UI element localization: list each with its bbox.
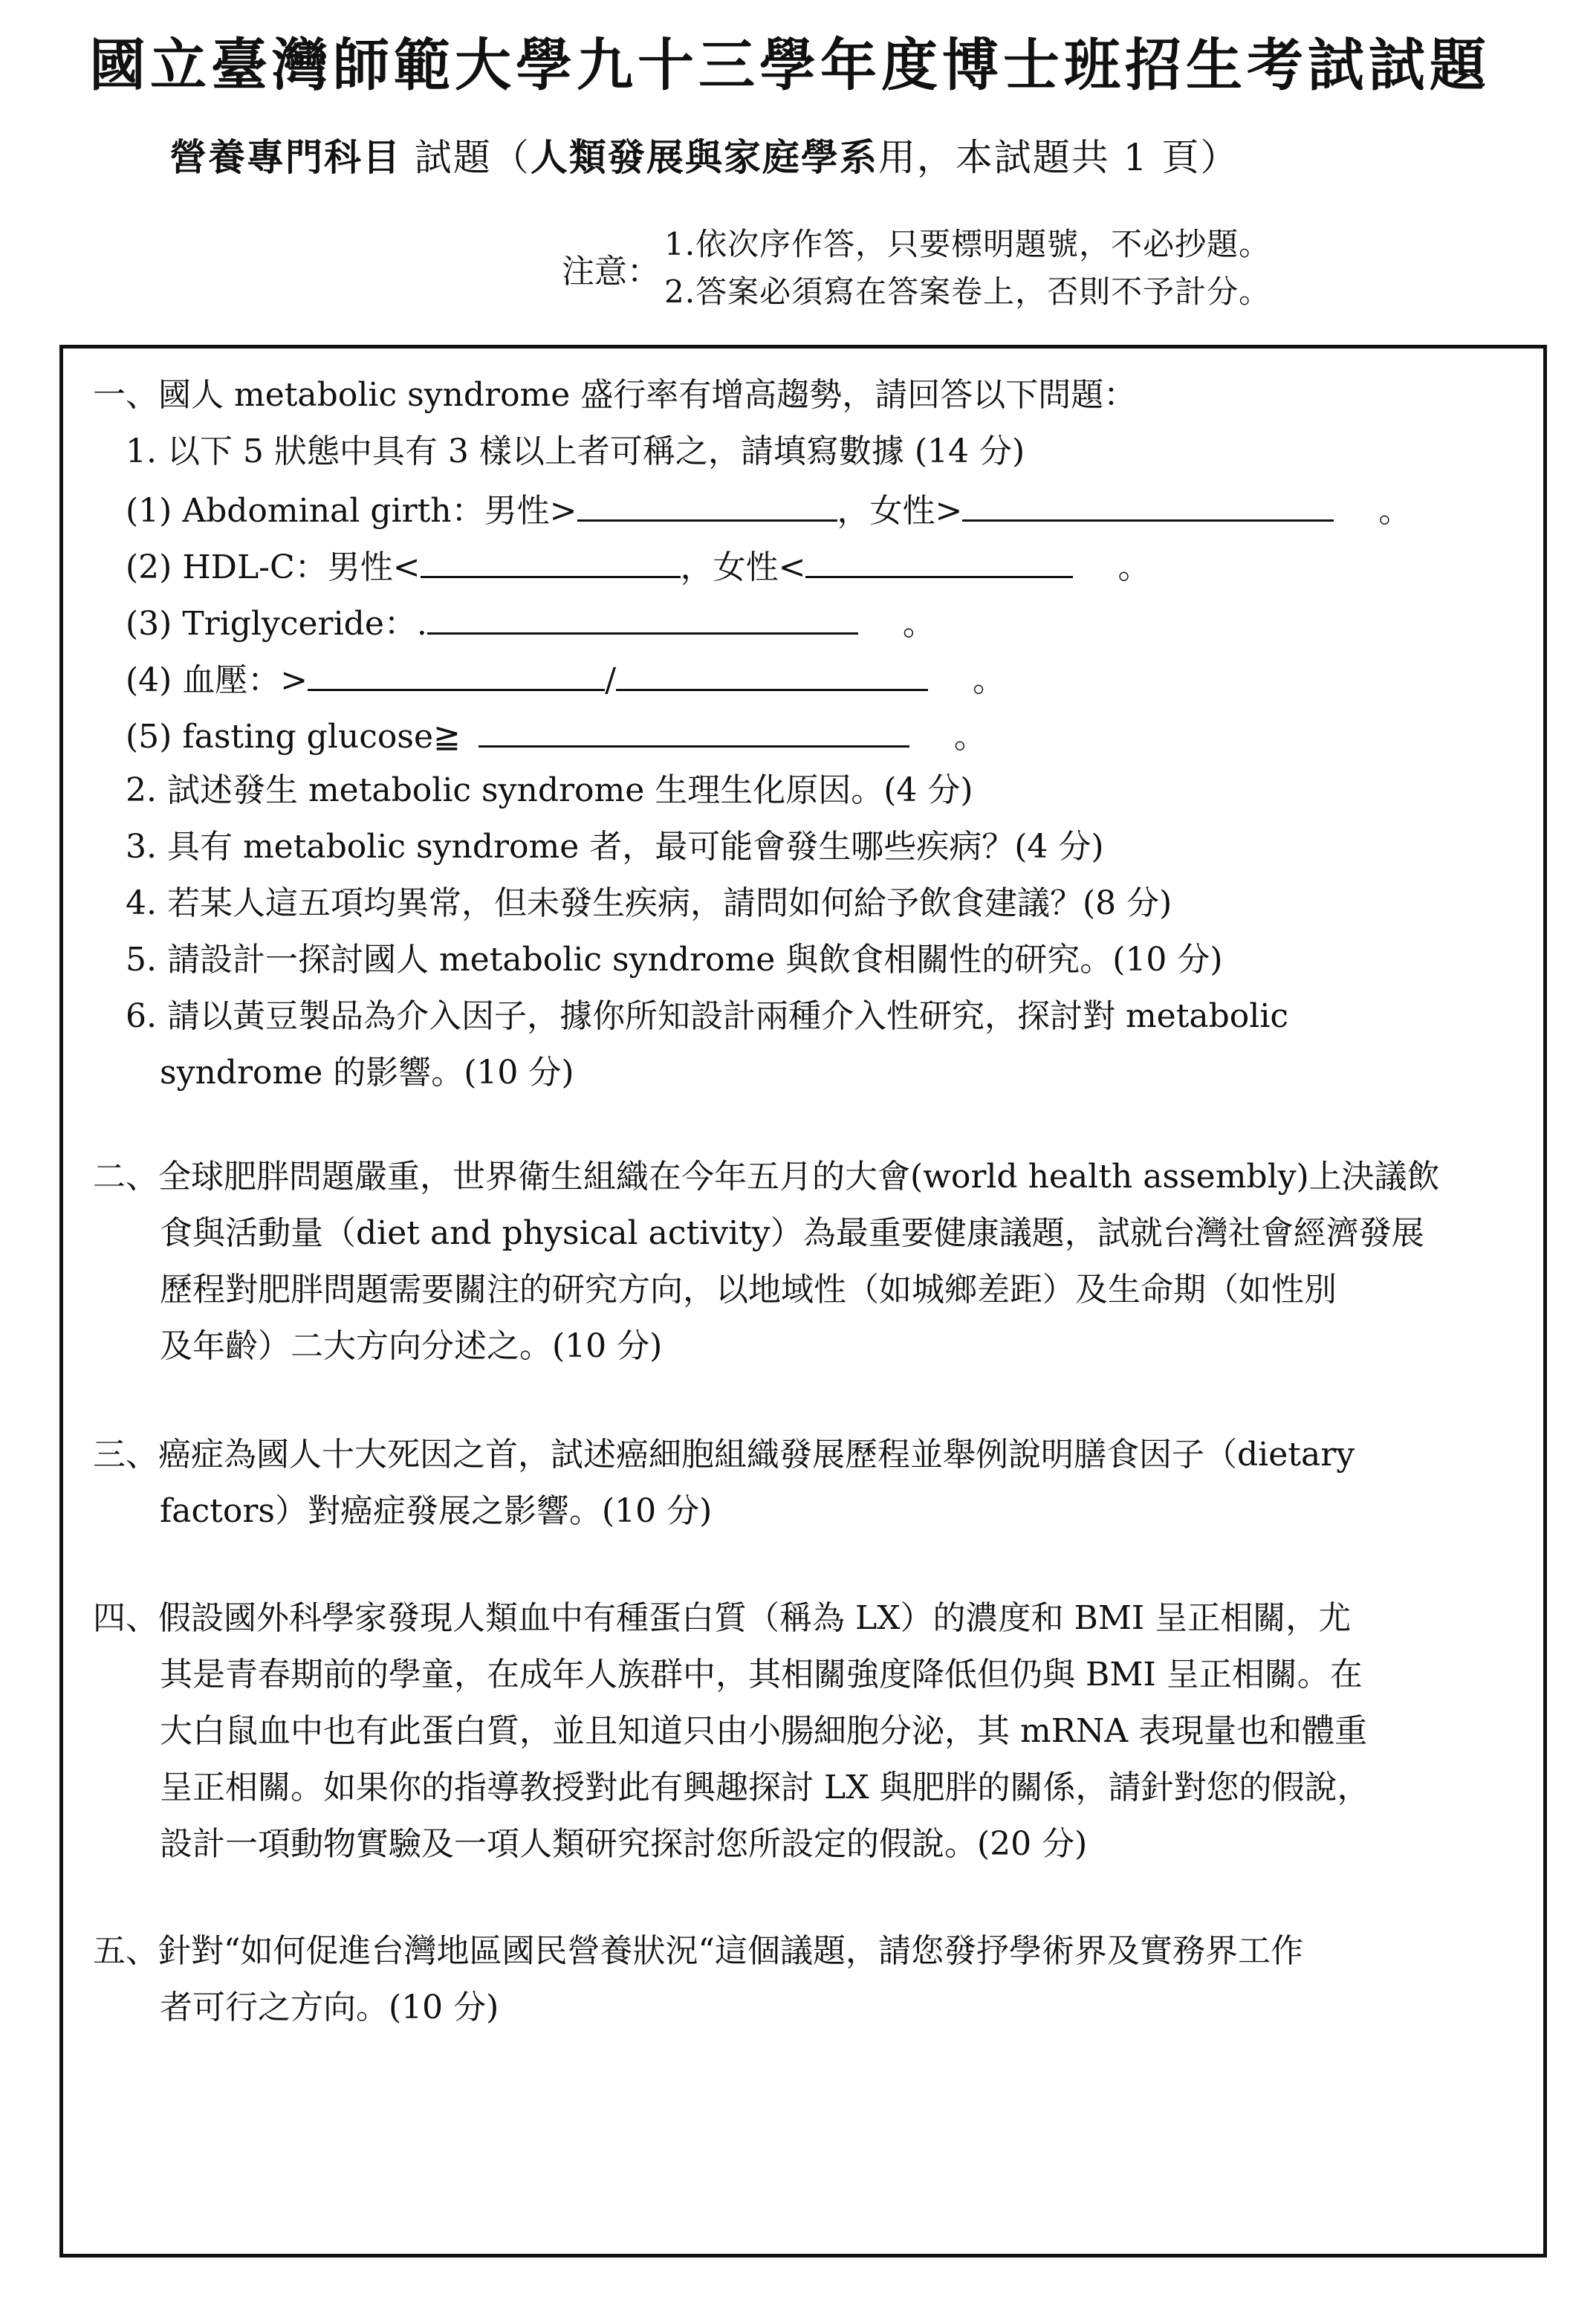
question-4-line: 大白鼠血中也有此蛋白質，並且知道只由小腸細胞分泌，其 mRNA 表現量也和體重 [160,1712,1368,1750]
answer-blank [805,537,1073,578]
subtitle-tail: 用，本試題共 1 頁） [878,136,1239,179]
question-2-line: 歷程對肥胖問題需要關注的研究方向，以地域性（如城鄉差距）及生命期（如性別 [160,1271,1337,1309]
answer-blank [427,594,858,635]
exam-question-box [59,345,1547,2258]
question-4-line: 其是青春期前的學童，在成年人族群中，其相關強度降低但仍與 BMI 呈正相關。在 [160,1656,1363,1694]
item-end: 。 [902,605,935,643]
question-1-sub-2: 2. 試述發生 metabolic syndrome 生理生化原因。(4 分) [126,771,973,809]
answer-blank [577,481,837,522]
question-1-item-4 [126,650,1005,708]
notice-list [664,221,1271,316]
exam-header [0,0,1596,334]
notice-item: 1.依次序作答，只要標明題號，不必抄題。 [664,226,1271,262]
question-5-line: 五、針對“如何促進台灣地區國民營養狀況“這個議題，請您發抒學術界及實務界工作 [93,1932,1303,1970]
question-4-line: 呈正相關。如果你的指導教授對此有興趣探討 LX 與肥胖的關係，請針對您的假說， [160,1769,1370,1806]
item-end: 。 [1378,492,1412,530]
question-1-item-5 [126,707,987,765]
question-3-line: 三、癌症為國人十大死因之首，試述癌細胞組織發展歷程並舉例說明膳食因子（dietary [93,1436,1355,1474]
item-label: (4) 血壓：> [126,661,308,699]
question-4-line: 四、假設國外科學家發現人類血中有種蛋白質（稱為 LX）的濃度和 BMI 呈正相關，尤 [93,1599,1352,1637]
page-title: 國立臺灣師範大學九十三學年度博士班招生考試試題 [89,32,1490,98]
question-2-line: 食與活動量（diet and physical activity）為最重要健康議題，試就台灣社會經濟發展 [160,1214,1424,1252]
notice-item: 2.答案必須寫在答案卷上，否則不予計分。 [664,273,1271,310]
question-1-sub-3: 3. 具有 metabolic syndrome 者，最可能會發生哪些疾病？(4 分) [126,828,1104,866]
question-1-sub-6: 6. 請以黃豆製品為介入因子，據你所知設計兩種介入性研究，探討對 metabolic [126,997,1289,1035]
question-1-sub-5: 5. 請設計一探討國人 metabolic syndrome 與飲食相關性的研究。(10 分) [126,941,1223,979]
item-end: 。 [1117,548,1151,586]
question-1-item-1 [126,481,1411,539]
item-end: 。 [953,718,987,756]
answer-blank [421,537,681,578]
page-subtitle [169,135,1239,180]
question-5-line: 者可行之方向。(10 分) [160,1989,499,2026]
question-1-sub-1: 1. 以下 5 狀態中具有 3 樣以上者可稱之，請填寫數據 (14 分) [126,432,1025,470]
item-label: (1) Abdominal girth：男性> [126,492,577,530]
question-3-line: factors）對癌症發展之影響。(10 分) [160,1492,713,1530]
answer-blank [308,650,605,691]
item-label: (2) HDL-C：男性< [126,548,421,586]
answer-blank [962,481,1334,522]
notice-label: 注意： [562,253,660,291]
answer-blank [479,707,909,748]
item-label: ，女性> [837,492,963,530]
answer-blank [616,650,928,691]
question-1-sub-6-cont: syndrome 的影響。(10 分) [160,1054,574,1092]
question-4-line: 設計一項動物實驗及一項人類研究探討您所設定的假說。(20 分) [160,1825,1088,1863]
item-label: ，女性< [680,548,806,586]
question-2-line: 二、全球肥胖問題嚴重，世界衛生組織在今年五月的大會(world health assembly)上決議飲 [93,1158,1440,1196]
question-1-sub-4: 4. 若某人這五項均異常，但未發生疾病，請問如何給予飲食建議？(8 分) [126,884,1172,922]
item-end: 。 [973,661,1006,699]
question-1-item-3 [126,594,935,652]
question-1-intro: 一、國人 metabolic syndrome 盛行率有增高趨勢，請回答以下問題： [93,376,1137,414]
subtitle-subject: 營養專門科目 [169,135,401,179]
item-separator: / [605,661,617,699]
question-2-line: 及年齡）二大方向分述之。(10 分) [160,1327,663,1365]
subtitle-exam: 試題（ [414,136,531,179]
question-1-item-2 [126,537,1150,595]
subtitle-department: 人類發展與家庭學系 [530,135,878,179]
item-label: (3) Triglyceride：. [126,605,427,643]
notice-block [562,220,1271,317]
item-label: (5) fasting glucose≧ [126,718,461,756]
